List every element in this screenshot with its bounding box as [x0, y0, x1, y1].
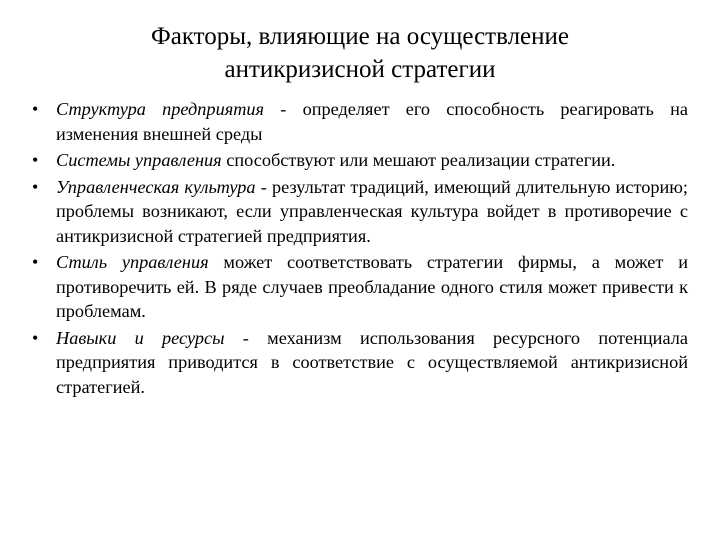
factor-term: Стиль управления [56, 252, 209, 272]
factor-item-structure [32, 97, 688, 146]
bullet-icon: • [32, 176, 39, 197]
factor-description: может соответствовать стратегии фирмы, а может и противоречить ей. В ряде случаев преобладание одного стиля может привести к проблемам. [56, 252, 688, 321]
factor-description: - механизм использования ресурсного потенциала предприятия приводится в соответствие с осуществляемой антикризисной стратегией. [56, 327, 688, 397]
factor-term: Навыки и ресурсы [56, 327, 225, 348]
factor-item-management-style [32, 250, 688, 324]
factor-item-skills-resources [32, 326, 688, 400]
slide-title-line-1: Факторы, влияющие на осуществление [150, 23, 570, 50]
slide-title [40, 20, 680, 86]
factor-item-management-culture [32, 175, 688, 249]
bullet-icon: • [32, 150, 39, 170]
factor-term: Структура предприятия [56, 99, 265, 119]
bullet-icon: • [32, 327, 39, 348]
bullet-icon: • [32, 252, 39, 272]
factor-item-management-systems [32, 148, 688, 173]
factor-description: - результат традиций, имеющий длительную историю; проблемы возникают, если управленческая культура войдет в противоречие с антикризисной стратегией предприятия. [56, 176, 688, 246]
factor-list [32, 97, 688, 401]
factor-term: Системы управления [56, 150, 222, 170]
factor-description: способствуют или мешают реализации стратегии. [221, 150, 616, 170]
factor-term: Управленческая культура [56, 176, 256, 197]
slide-title-line-2: антикризисной стратегии [224, 56, 496, 83]
bullet-icon: • [32, 99, 39, 119]
factor-description: - определяет его способность реагировать на изменения внешней среды [56, 99, 688, 144]
